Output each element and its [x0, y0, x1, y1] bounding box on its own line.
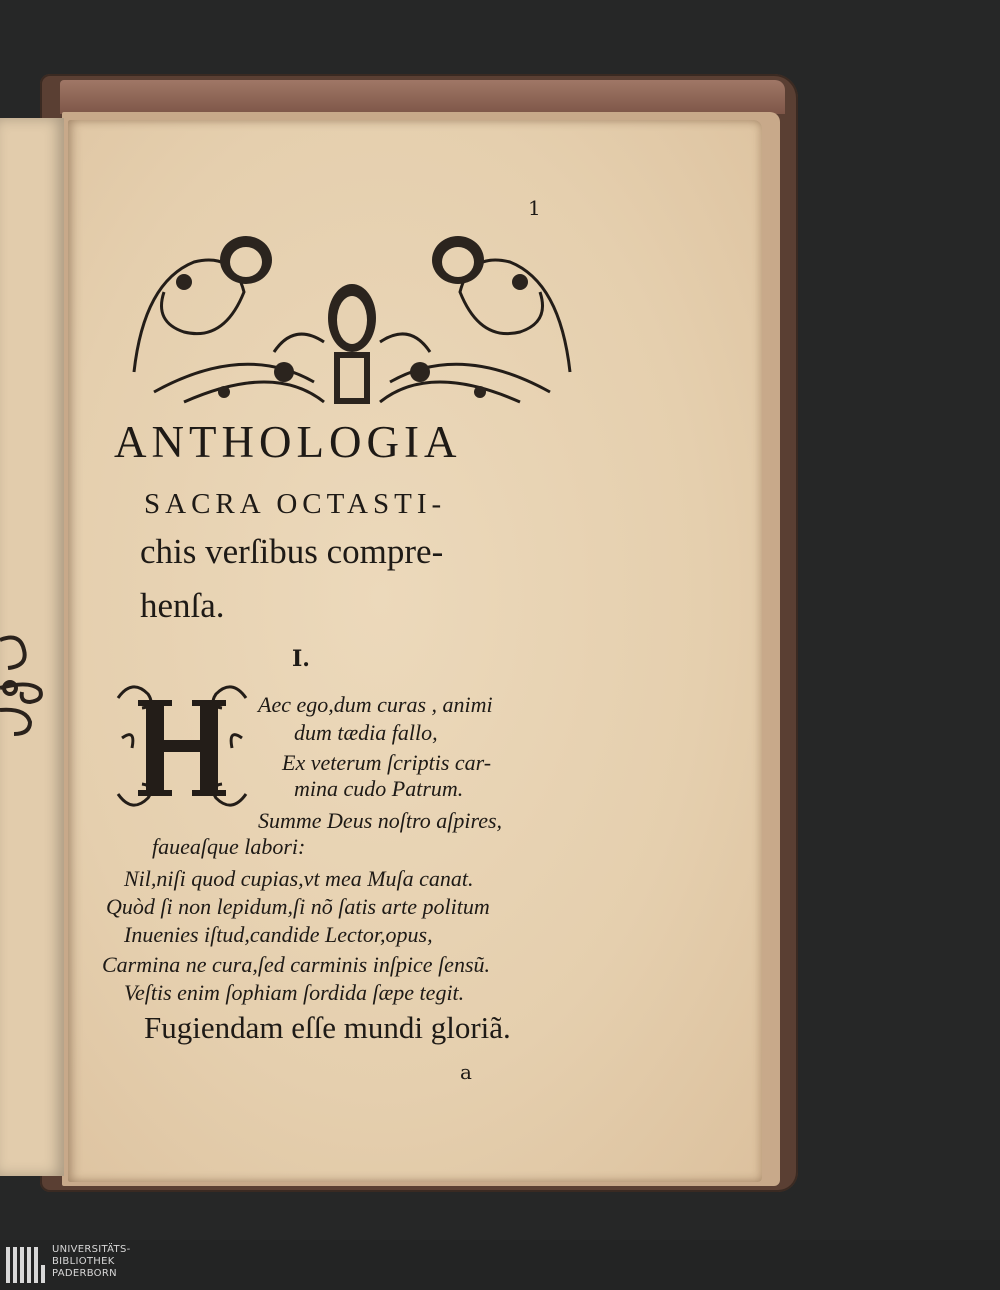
verse-line: Aec ego,dum curas , animi: [258, 692, 493, 717]
verse-line: Quòd ſi non lepidum,ſi nõ ſatis arte politum: [106, 894, 490, 919]
section-number: I.: [292, 646, 310, 672]
verse-line: Carmina ne cura,ſed carminis inſpice ſensũ.: [102, 952, 491, 977]
verse-line: Veſtis enim ſophiam ſordida ſæpe tegit.: [124, 980, 465, 1005]
book-page: [68, 120, 762, 1182]
verse-line: Nil,niſi quod cupias,vt mea Muſa canat.: [124, 866, 474, 891]
book-top-edge: [60, 80, 785, 114]
left-page: [0, 118, 64, 1176]
verse-line: dum tædia fallo,: [294, 720, 438, 745]
verse-line: Ex veterum ſcriptis car-: [282, 750, 492, 775]
decorated-initial-h-icon: [112, 678, 252, 814]
signature-mark: a: [460, 1060, 472, 1084]
woodcut-headpiece-icon: [124, 222, 580, 412]
subtitle-line-2: chis verſibus compre-: [140, 532, 444, 571]
library-footer: [0, 1240, 1000, 1290]
verse-line: faueaſque labori:: [152, 834, 306, 859]
verse-line: mina cudo Patrum.: [294, 776, 464, 801]
library-logo-text: [52, 1244, 131, 1280]
fleuron-ornament-icon: [0, 630, 46, 740]
subtitle-line-1: SACRA OCTASTI-: [144, 488, 447, 520]
logo-line-1: UNIVERSITÄTS-: [52, 1244, 131, 1255]
folio-number: 1: [528, 196, 541, 220]
logo-line-3: PADERBORN: [52, 1268, 117, 1279]
logo-line-2: BIBLIOTHEK: [52, 1256, 115, 1267]
library-logo-icon: [6, 1243, 46, 1287]
verse-line: Summe Deus noſtro aſpires,: [258, 808, 503, 833]
page-title: ANTHOLOGIA: [114, 417, 462, 467]
next-poem-heading: Fugiendam eſſe mundi gloriã.: [144, 1010, 511, 1045]
verse-line: Inuenies iſtud,candide Lector,opus,: [124, 922, 433, 947]
subtitle-line-3: henſa.: [140, 586, 225, 625]
